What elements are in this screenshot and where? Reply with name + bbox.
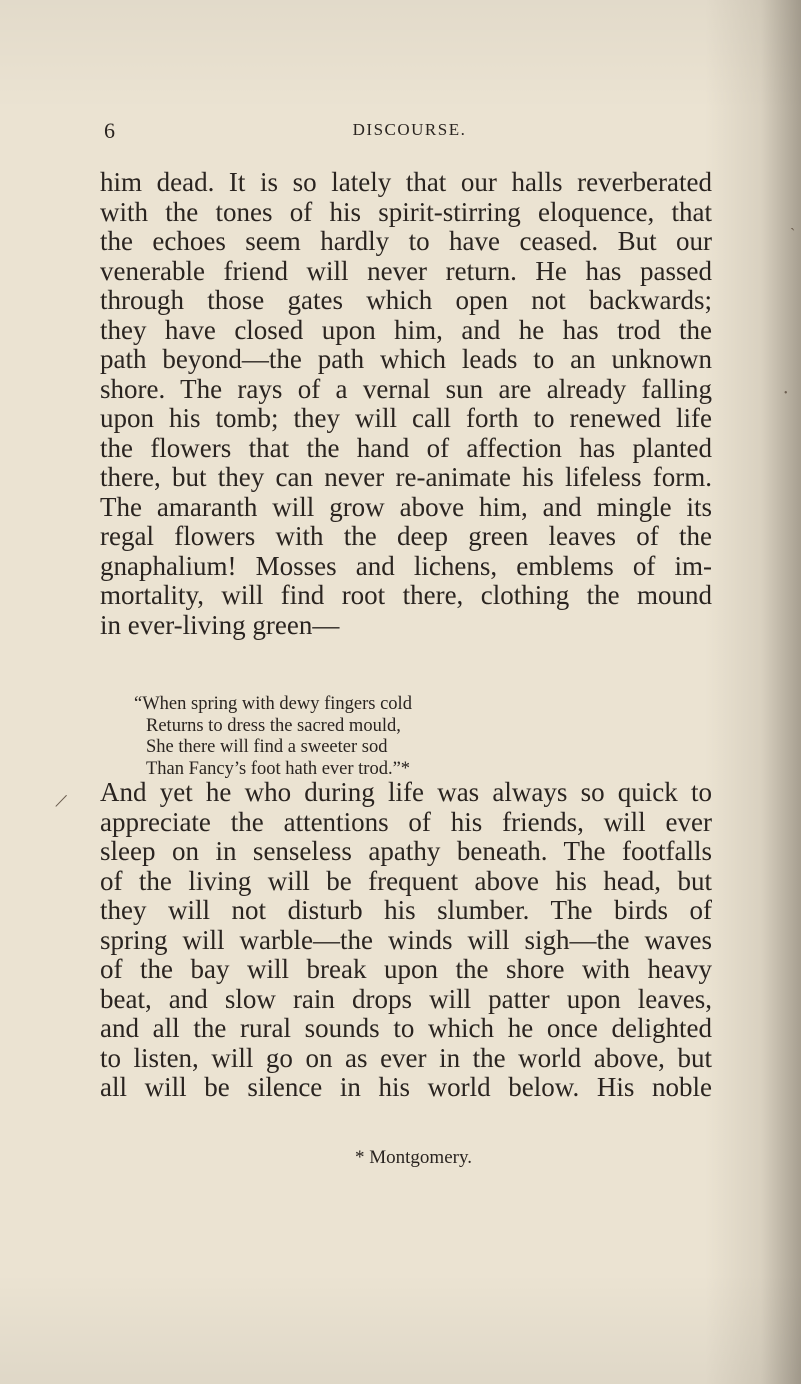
text-line: the echoes seem hardly to have ceased. But our [100, 226, 712, 256]
text-line: gnaphalium! Mosses and lichens, emblems of im- [100, 550, 712, 581]
margin-dot: • [784, 388, 788, 399]
text-line: with the tones of his spirit-stirring eloquence, that [100, 196, 712, 227]
text-line: appreciate the attentions of his friends, will ever [100, 806, 712, 837]
text-line: they have closed upon him, and he has trod the [100, 314, 712, 345]
text-line: to listen, will go on as ever in the world above, but [100, 1042, 712, 1073]
margin-mark: ` [790, 226, 796, 243]
poem-line: Returns to dress the sacred mould, [146, 715, 401, 736]
margin-mark: / [53, 787, 70, 814]
text-line: upon his tomb; they will call forth to renewed life [100, 403, 712, 433]
footnote: * Montgomery. [355, 1147, 472, 1168]
text-line: venerable friend will never return. He has passed [100, 255, 712, 286]
text-line: of the bay will break upon the shore with heavy [100, 954, 712, 984]
text-line: the flowers that the hand of affection has planted [100, 432, 712, 463]
text-line: through those gates which open not backwards; [100, 285, 712, 315]
poem-quotation [134, 694, 412, 780]
text-line: of the living will be frequent above his head, but [100, 865, 712, 896]
text-line: sleep on in senseless apathy beneath. The footfalls [100, 836, 712, 866]
text-line: and all the rural sounds to which he once delighted [100, 1013, 712, 1043]
page-number: 6 [104, 118, 115, 143]
poem-line: Than Fancy’s foot hath ever trod.”* [146, 758, 411, 779]
text-line: there, but they can never re-animate his lifeless form. [100, 462, 712, 492]
text-line: in ever-living green— [100, 609, 340, 640]
running-head: DISCOURSE. [352, 120, 467, 139]
paragraph-2 [100, 778, 712, 1103]
paragraph-1 [100, 168, 712, 640]
poem-line: “When spring with dewy fingers cold [134, 694, 412, 714]
text-line: all will be silence in his world below. His noble [100, 1072, 712, 1102]
text-line: And yet he who during life was always so quick to [100, 777, 712, 807]
text-line: regal flowers with the deep green leaves of the [100, 521, 712, 551]
text-line: spring will warble—the winds will sigh—the waves [100, 924, 712, 955]
text-line: him dead. It is so lately that our halls reverberated [100, 167, 712, 197]
text-line: mortality, will find root there, clothing the mound [100, 580, 712, 610]
text-line: they will not disturb his slumber. The birds of [100, 895, 712, 925]
text-line: The amaranth will grow above him, and mingle its [100, 491, 712, 522]
text-line: beat, and slow rain drops will patter upon leaves, [100, 983, 712, 1014]
text-line: path beyond—the path which leads to an unknown [100, 344, 712, 374]
text-line: shore. The rays of a vernal sun are already falling [100, 373, 712, 404]
poem-line: She there will find a sweeter sod [146, 737, 388, 757]
